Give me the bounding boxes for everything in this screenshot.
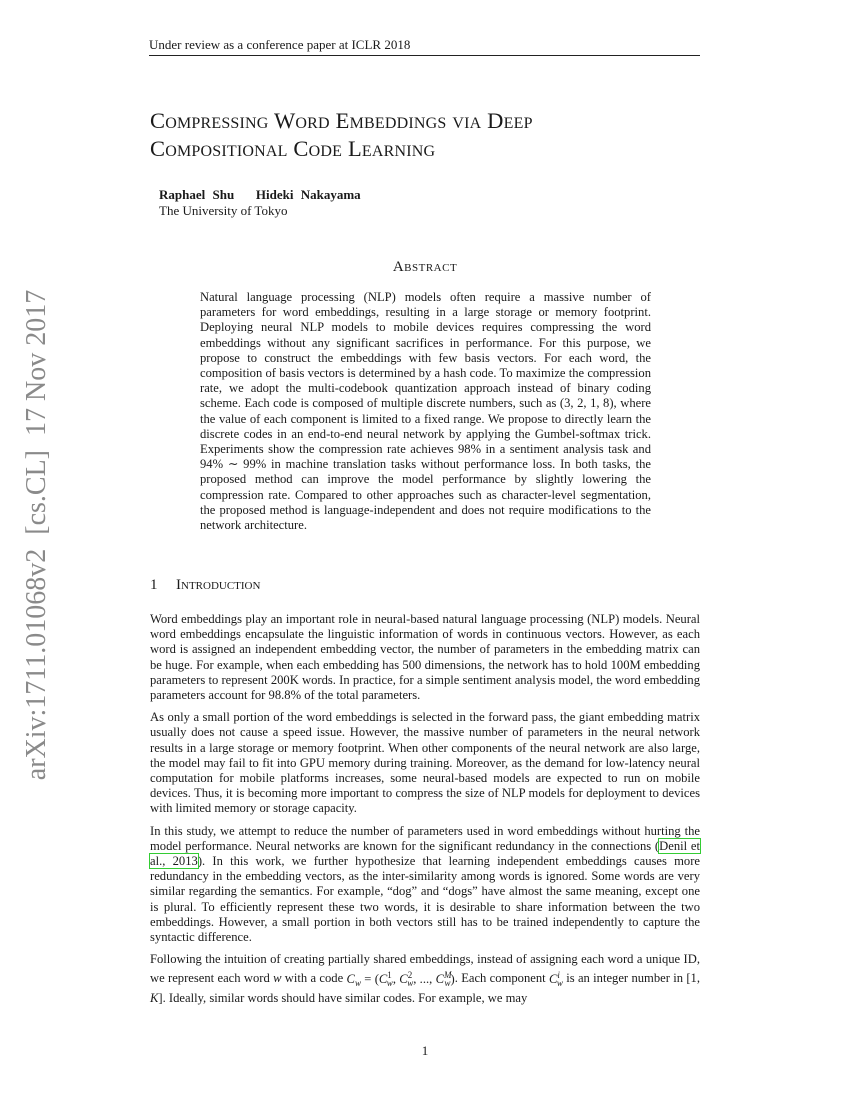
math-component: $C^i_w$ (548, 969, 563, 989)
math-range: [1, K] (150, 971, 700, 1006)
paper-title (150, 107, 710, 163)
author-names: Raphael Shu Hideki Nakayama (159, 187, 361, 202)
section-number: 1 (150, 577, 158, 593)
arxiv-stamp-text: arXiv:1711.01068v2 [cs.CL] 17 Nov 2017 (21, 289, 52, 781)
abstract-heading: Abstract (392, 259, 458, 275)
section-heading (150, 577, 260, 594)
abstract-text: Natural language processing (NLP) models often require a massive number of parameters for word embeddings, resulting in a large storage or memory footprint. Deploying neural NLP models to mobile devices requires compressing the word embeddings without any significant sacrifices in performance. For this purpose, we propose to construct the embeddings with few basis vectors. For each word, the composition of basis vectors is determined by a hash code. To maximize the compression rate, we adopt the multi-codebook quantization approach instead of binary coding scheme. Each code is composed of multiple discrete numbers, such as (3, 2, 1, 8), where the value of each component is limited to a fixed range. We propose to directly learn the discrete codes in an end-to-end neural network by applying the Gumbel-softmax trick. Experiments show the compression rate achieves 98% in a sentiment analysis task and 94% ∼ 99% in machine translation tasks without performance loss. In both tasks, the proposed method can improve the model performance by slightly lowering the compression rate. Compared to other approaches such as character-level segmentation, the proposed method is language-independent and does not require modifications to the network architecture. (200, 290, 651, 533)
running-header: Under review as a conference paper at ICLR 2018 (149, 37, 700, 56)
math-code: $C_w = (C^1_w$, $C^2_w$, ..., $C^M_w$) (346, 969, 455, 989)
title-line-1: Compressing Word Embeddings via Deep (150, 108, 533, 133)
author-block (159, 187, 361, 219)
section-title: Introduction (176, 577, 261, 593)
paragraph: In this study, we attempt to reduce the number of parameters used in word embeddings without hurting the model performance. Neural networks are known for the significant redundancy in the connections (Denil et al., 2013). In this work, we further hypothesize that learning independent embeddings causes more redundancy in the embedding vectors, as the inter-similarity among words is ignored. Some words are very similar regarding the semantics. For example, “dog” and “dogs” have almost the same meaning, except one is plural. To efficiently represent these two words, it is desirable to share information between the two embeddings. However, a small portion in both vectors still has to be trained independently to capture the syntactic difference. (150, 823, 700, 945)
citation-link[interactable]: Denil et al., 2013 (150, 838, 700, 869)
affiliation: The University of Tokyo (159, 203, 288, 218)
title-line-2: Compositional Code Learning (150, 136, 436, 161)
math-w: w (273, 971, 282, 986)
page-number: 1 (421, 1043, 429, 1058)
paragraph: Word embeddings play an important role in neural-based natural language processing (NLP) models. Neural word embeddings encapsulate the linguistic information of words in continuous vectors. However, as each word is assigned an independent embedding vector, the number of parameters in the embedding matrix can be huge. For example, when each embedding has 500 dimensions, the network has to hold 100M embedding parameters to represent 200K words. In practice, for a simple sentiment analysis model, the word embedding parameters account for 98.8% of the total parameters. (150, 612, 700, 703)
paragraph: Following the intuition of creating partially shared embeddings, instead of assigning each word a unique ID, we represent each word w with a code $C_w = (C^1_w$, $C^2_w$, ..., $C^M_w$). Each component $C^i_w$ is an integer number in [1, K]. Ideally, similar words should have similar codes. For example, we may (150, 952, 700, 1006)
paragraph: As only a small portion of the word embeddings is selected in the forward pass, the giant embedding matrix usually does not cause a speed issue. However, the massive number of parameters in the neural network results in a large storage or memory footprint. When other components of the neural network are also large, the model may fail to fit into GPU memory during training. Moreover, as the demand for low-latency neural computation for mobile platforms increases, some neural-based models are expected to run on mobile devices. Thus, it is becoming more important to compress the size of NLP models for deployment to devices with limited memory or storage capacity. (150, 710, 700, 816)
body-text (150, 612, 700, 1014)
